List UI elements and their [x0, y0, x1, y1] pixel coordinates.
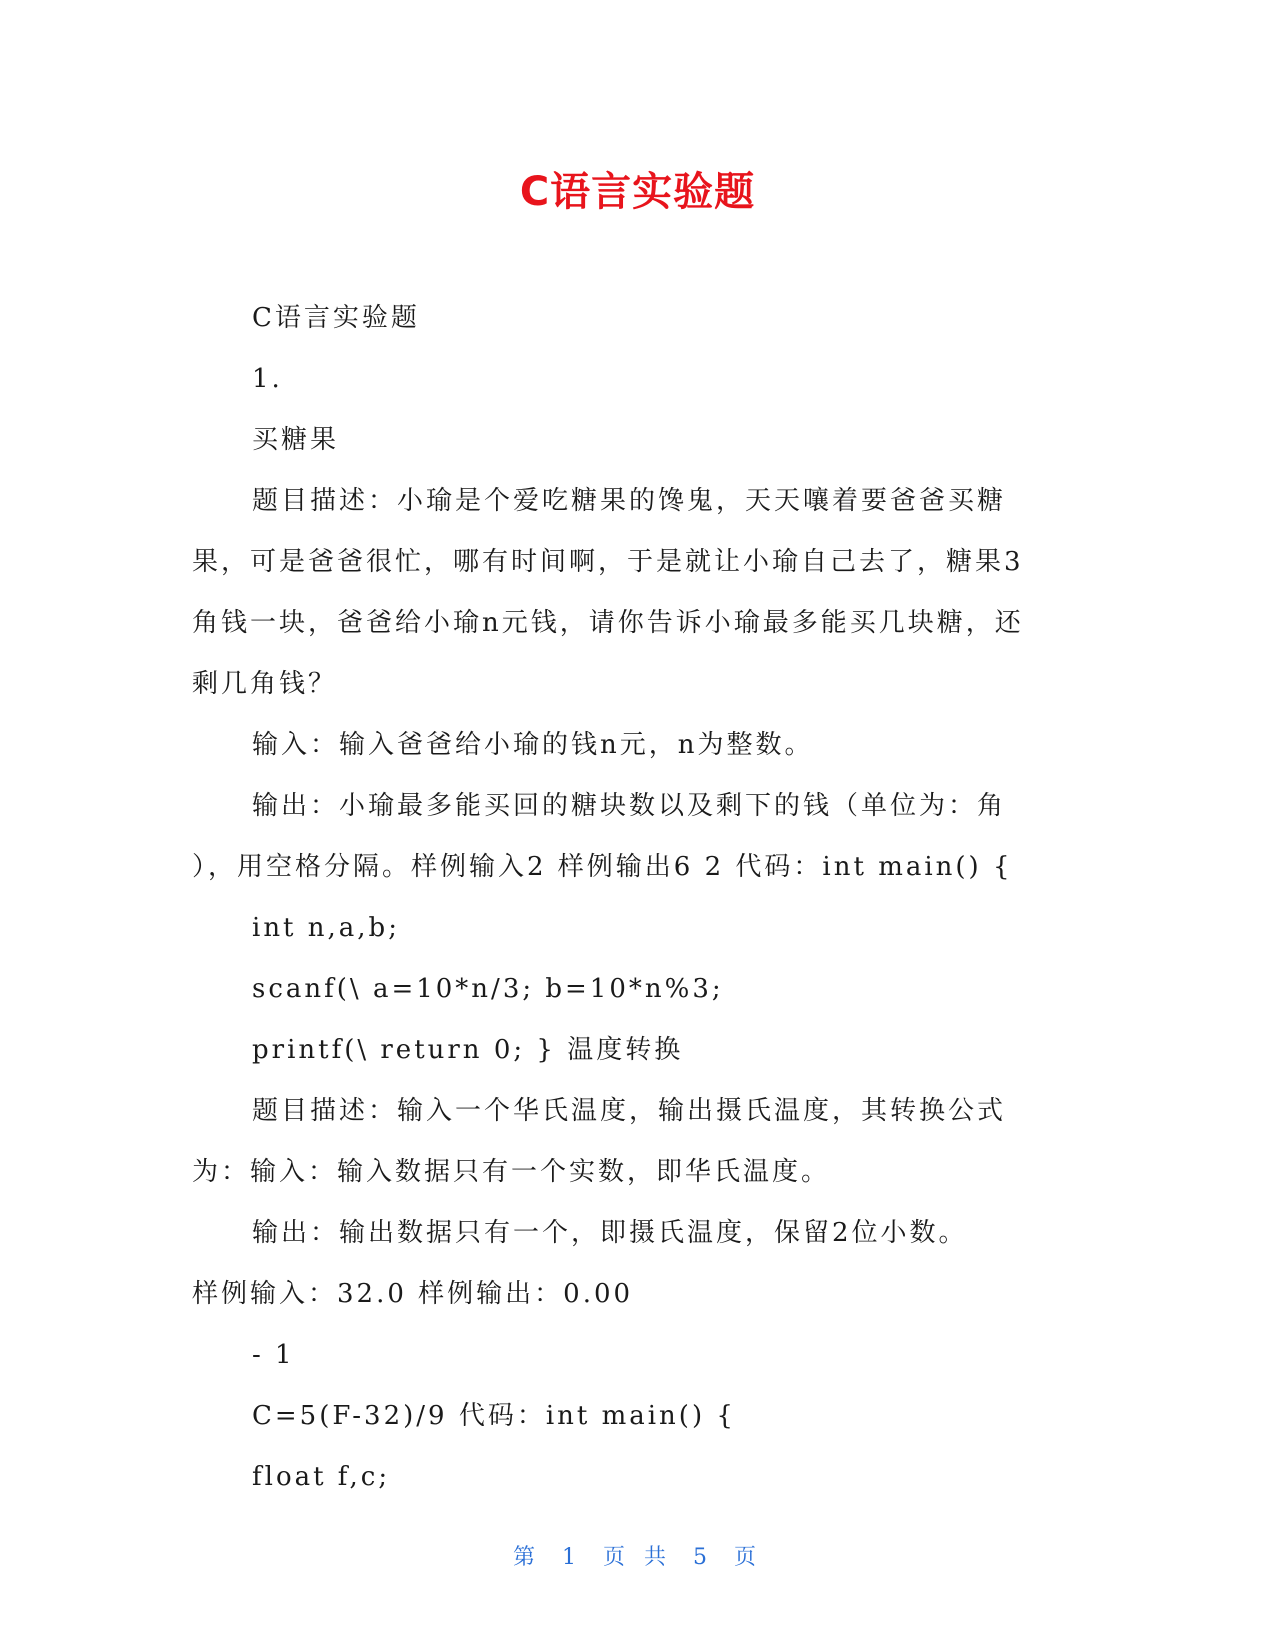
page-title: C语言实验题	[519, 169, 756, 215]
text-line: scanf(\ a=10*n/3; b=10*n%3;	[252, 974, 724, 1004]
text-line: 题目描述：小瑜是个爱吃糖果的馋鬼，天天嚷着要爸爸买糖	[252, 486, 1007, 516]
text-line: float f,c;	[252, 1462, 391, 1492]
text-line: 样例输入：32.0 样例输出：0.00	[192, 1279, 634, 1309]
current-page-number: 1	[562, 1545, 582, 1570]
document-body	[192, 296, 1092, 1516]
text-line: 输出：输出数据只有一个，即摄氏温度，保留2位小数。	[252, 1218, 968, 1248]
footer-suffix: 页	[734, 1545, 763, 1570]
text-line: 剩几角钱？	[192, 669, 338, 699]
page-footer	[0, 1540, 1275, 1571]
footer-prefix: 第	[512, 1545, 541, 1570]
text-line: 角钱一块，爸爸给小瑜n元钱，请你告诉小瑜最多能买几块糖，还	[192, 608, 1024, 638]
text-line: 为：输入：输入数据只有一个实数，即华氏温度。	[192, 1157, 831, 1187]
footer-mid: 页 共	[603, 1545, 672, 1570]
text-line: 1.	[252, 364, 283, 394]
total-page-count: 5	[693, 1545, 713, 1570]
text-line: 题目描述：输入一个华氏温度，输出摄氏温度，其转换公式	[252, 1096, 1007, 1126]
text-line: C语言实验题	[252, 303, 420, 333]
text-line: - 1	[252, 1340, 295, 1370]
text-line: 输出：小瑜最多能买回的糖块数以及剩下的钱（单位为：角	[252, 791, 1007, 821]
text-line: 果，可是爸爸很忙，哪有时间啊，于是就让小瑜自己去了，糖果3	[192, 547, 1024, 577]
text-line: C=5(F-32)/9 代码：int main() {	[252, 1401, 736, 1431]
text-line: int n,a,b;	[252, 913, 400, 943]
text-line: ），用空格分隔。样例输入2 样例输出6 2 代码：int main() {	[192, 852, 1013, 882]
text-line: 买糖果	[252, 425, 340, 455]
text-line: 输入：输入爸爸给小瑜的钱n元，n为整数。	[252, 730, 814, 760]
text-line: printf(\ return 0; } 温度转换	[252, 1035, 684, 1065]
